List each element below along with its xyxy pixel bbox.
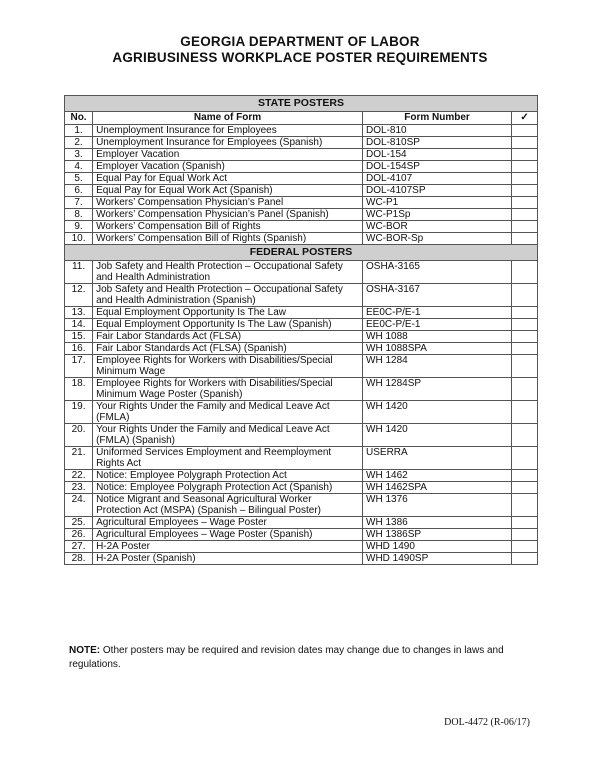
row-checkbox-cell[interactable] [512, 331, 538, 343]
row-checkbox-cell[interactable] [512, 447, 538, 470]
row-number: 3. [65, 149, 93, 161]
row-form-name: Fair Labor Standards Act (FLSA) [93, 331, 363, 343]
column-header-checkmark: ✓ [512, 112, 538, 125]
row-checkbox-cell[interactable] [512, 261, 538, 284]
table-row [65, 355, 538, 378]
table-row [65, 261, 538, 284]
row-number: 13. [65, 307, 93, 319]
row-number: 4. [65, 161, 93, 173]
row-form-name: Unemployment Insurance for Employees [93, 125, 363, 137]
table-row [65, 378, 538, 401]
row-checkbox-cell[interactable] [512, 424, 538, 447]
row-checkbox-cell[interactable] [512, 553, 538, 565]
row-number: 19. [65, 401, 93, 424]
table-row [65, 447, 538, 470]
row-form-name: Notice Migrant and Seasonal Agricultural Worker Protection Act (MSPA) (Spanish – Bilingual Poster) [93, 494, 363, 517]
state-posters-section-header [65, 96, 538, 112]
row-form-number: DOL-154 [363, 149, 512, 161]
row-form-number: WHD 1490 [363, 541, 512, 553]
table-row [65, 401, 538, 424]
row-form-number: WH 1462SPA [363, 482, 512, 494]
row-number: 24. [65, 494, 93, 517]
row-number: 1. [65, 125, 93, 137]
row-form-number: DOL-4107SP [363, 185, 512, 197]
row-form-number: DOL-810 [363, 125, 512, 137]
table-row [65, 233, 538, 245]
row-form-number: WC-P1 [363, 197, 512, 209]
row-checkbox-cell[interactable] [512, 137, 538, 149]
row-form-number: WH 1386 [363, 517, 512, 529]
row-number: 26. [65, 529, 93, 541]
row-form-number: WH 1088SPA [363, 343, 512, 355]
table-body [65, 96, 538, 565]
row-number: 10. [65, 233, 93, 245]
row-number: 7. [65, 197, 93, 209]
table-row [65, 319, 538, 331]
table-row [65, 553, 538, 565]
row-number: 20. [65, 424, 93, 447]
row-checkbox-cell[interactable] [512, 221, 538, 233]
table-row [65, 541, 538, 553]
row-form-name: Workers’ Compensation Physician’s Panel (Spanish) [93, 209, 363, 221]
row-number: 25. [65, 517, 93, 529]
row-checkbox-cell[interactable] [512, 149, 538, 161]
row-form-number: DOL-154SP [363, 161, 512, 173]
row-number: 17. [65, 355, 93, 378]
row-form-name: Workers’ Compensation Bill of Rights (Spanish) [93, 233, 363, 245]
note-paragraph [69, 644, 539, 672]
row-form-name: Agricultural Employees – Wage Poster [93, 517, 363, 529]
row-checkbox-cell[interactable] [512, 541, 538, 553]
row-checkbox-cell[interactable] [512, 307, 538, 319]
row-form-name: Notice: Employee Polygraph Protection Act (Spanish) [93, 482, 363, 494]
row-form-name: Employer Vacation (Spanish) [93, 161, 363, 173]
row-form-name: Agricultural Employees – Wage Poster (Spanish) [93, 529, 363, 541]
row-form-number: DOL-4107 [363, 173, 512, 185]
row-checkbox-cell[interactable] [512, 233, 538, 245]
table-row [65, 221, 538, 233]
row-form-number: WHD 1490SP [363, 553, 512, 565]
table-row [65, 424, 538, 447]
row-form-name: H-2A Poster [93, 541, 363, 553]
row-form-number: DOL-810SP [363, 137, 512, 149]
table-row [65, 307, 538, 319]
row-checkbox-cell[interactable] [512, 529, 538, 541]
form-code: DOL-4472 (R-06/17) [444, 717, 530, 728]
row-checkbox-cell[interactable] [512, 197, 538, 209]
column-header-name: Name of Form [93, 112, 363, 125]
federal-posters-section-header [65, 245, 538, 261]
row-form-name: Equal Pay for Equal Work Act (Spanish) [93, 185, 363, 197]
row-number: 22. [65, 470, 93, 482]
note-label: NOTE: [69, 645, 101, 656]
row-form-number: WH 1420 [363, 424, 512, 447]
federal-posters-heading: FEDERAL POSTERS [65, 245, 538, 261]
row-checkbox-cell[interactable] [512, 378, 538, 401]
row-number: 11. [65, 261, 93, 284]
row-form-name: Equal Employment Opportunity Is The Law (Spanish) [93, 319, 363, 331]
row-form-number: EE0C-P/E-1 [363, 307, 512, 319]
row-number: 23. [65, 482, 93, 494]
row-form-name: Uniformed Services Employment and Reemployment Rights Act [93, 447, 363, 470]
row-form-name: Your Rights Under the Family and Medical Leave Act (FMLA) (Spanish) [93, 424, 363, 447]
row-form-name: Workers’ Compensation Bill of Rights [93, 221, 363, 233]
table-row [65, 125, 538, 137]
row-number: 9. [65, 221, 93, 233]
row-form-number: WH 1376 [363, 494, 512, 517]
row-checkbox-cell[interactable] [512, 319, 538, 331]
row-form-number: WH 1284SP [363, 378, 512, 401]
row-form-number: USERRA [363, 447, 512, 470]
row-number: 14. [65, 319, 93, 331]
table-row [65, 149, 538, 161]
row-number: 6. [65, 185, 93, 197]
row-form-number: WH 1420 [363, 401, 512, 424]
row-form-name: H-2A Poster (Spanish) [93, 553, 363, 565]
table-row [65, 161, 538, 173]
table-row [65, 173, 538, 185]
row-number: 28. [65, 553, 93, 565]
table-row [65, 137, 538, 149]
row-form-name: Job Safety and Health Protection – Occupational Safety and Health Administration [93, 261, 363, 284]
row-form-number: WC-P1Sp [363, 209, 512, 221]
table-row [65, 470, 538, 482]
row-number: 5. [65, 173, 93, 185]
row-number: 21. [65, 447, 93, 470]
title-line-1: GEORGIA DEPARTMENT OF LABOR [180, 34, 420, 49]
row-form-name: Fair Labor Standards Act (FLSA) (Spanish) [93, 343, 363, 355]
table-row [65, 209, 538, 221]
poster-requirements-table [64, 95, 538, 565]
row-form-number: WH 1386SP [363, 529, 512, 541]
title-line-2: AGRIBUSINESS WORKPLACE POSTER REQUIREMENTS [112, 50, 488, 65]
row-form-number: OSHA-3165 [363, 261, 512, 284]
row-form-number: WH 1088 [363, 331, 512, 343]
row-checkbox-cell[interactable] [512, 517, 538, 529]
row-number: 12. [65, 284, 93, 307]
row-number: 16. [65, 343, 93, 355]
row-form-name: Unemployment Insurance for Employees (Spanish) [93, 137, 363, 149]
row-checkbox-cell[interactable] [512, 401, 538, 424]
row-number: 15. [65, 331, 93, 343]
row-form-number: WH 1462 [363, 470, 512, 482]
row-form-name: Employee Rights for Workers with Disabilities/Special Minimum Wage [93, 355, 363, 378]
row-checkbox-cell[interactable] [512, 494, 538, 517]
table-row [65, 494, 538, 517]
document-title [0, 34, 600, 66]
row-number: 18. [65, 378, 93, 401]
row-number: 8. [65, 209, 93, 221]
row-form-name: Workers’ Compensation Physician’s Panel [93, 197, 363, 209]
table-row [65, 331, 538, 343]
table-row [65, 529, 538, 541]
row-form-number: OSHA-3167 [363, 284, 512, 307]
row-checkbox-cell[interactable] [512, 161, 538, 173]
table-row [65, 185, 538, 197]
row-form-name: Job Safety and Health Protection – Occupational Safety and Health Administration (Spanish) [93, 284, 363, 307]
note-text: Other posters may be required and revision dates may change due to changes in laws and regulations. [69, 645, 504, 670]
row-form-name: Your Rights Under the Family and Medical Leave Act (FMLA) [93, 401, 363, 424]
row-form-name: Employer Vacation [93, 149, 363, 161]
row-form-number: WC-BOR [363, 221, 512, 233]
row-checkbox-cell[interactable] [512, 343, 538, 355]
row-form-name: Equal Pay for Equal Work Act [93, 173, 363, 185]
row-checkbox-cell[interactable] [512, 470, 538, 482]
row-number: 27. [65, 541, 93, 553]
row-form-number: EE0C-P/E-1 [363, 319, 512, 331]
table-row [65, 517, 538, 529]
table-row [65, 343, 538, 355]
table-row [65, 482, 538, 494]
row-checkbox-cell[interactable] [512, 185, 538, 197]
row-checkbox-cell[interactable] [512, 284, 538, 307]
row-checkbox-cell[interactable] [512, 209, 538, 221]
row-checkbox-cell[interactable] [512, 125, 538, 137]
column-header-row [65, 112, 538, 125]
row-form-number: WH 1284 [363, 355, 512, 378]
row-form-number: WC-BOR-Sp [363, 233, 512, 245]
row-checkbox-cell[interactable] [512, 173, 538, 185]
column-header-form-number: Form Number [363, 112, 512, 125]
state-posters-heading: STATE POSTERS [65, 96, 538, 112]
table-row [65, 197, 538, 209]
row-form-name: Equal Employment Opportunity Is The Law [93, 307, 363, 319]
row-checkbox-cell[interactable] [512, 482, 538, 494]
row-checkbox-cell[interactable] [512, 355, 538, 378]
table-row [65, 284, 538, 307]
row-form-name: Notice: Employee Polygraph Protection Act [93, 470, 363, 482]
row-number: 2. [65, 137, 93, 149]
row-form-name: Employee Rights for Workers with Disabilities/Special Minimum Wage Poster (Spanish) [93, 378, 363, 401]
column-header-no: No. [65, 112, 93, 125]
